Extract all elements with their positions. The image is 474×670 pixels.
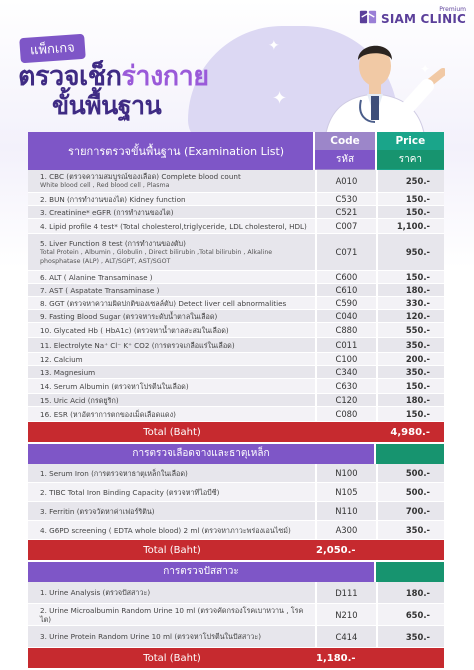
table-row	[28, 407, 444, 422]
doctor-illustration	[305, 26, 445, 138]
exam-title: 1. Urine Analysis (ตรวจปัสสาวะ)	[40, 588, 151, 597]
exam-title: 6. ALT ( Alanine Transaminase )	[40, 272, 153, 282]
table-header-code	[313, 132, 374, 170]
table-row	[28, 170, 444, 193]
table-row	[28, 219, 444, 234]
total-value: 4,980.-	[390, 426, 430, 438]
exam-price: 150.-	[376, 193, 444, 205]
table-row	[28, 353, 444, 366]
exam-title: 11. Electrolyte Na⁺ Cl⁻ K⁺ CO2 (การตรวจเกลือแร่ในเลือด)	[40, 340, 235, 350]
table-header-price	[375, 132, 444, 170]
section-3-header	[28, 562, 444, 582]
exam-title: 5. Liver Function 8 test (การทำงานของตับ)	[40, 238, 186, 248]
exam-price: 150.-	[376, 206, 444, 218]
exam-name	[28, 234, 315, 270]
exam-name	[28, 206, 315, 218]
exam-title: 2. TIBC Total Iron Binding Capacity (ตรวจหาทีไอบีซี)	[40, 487, 220, 497]
exam-code: C040	[315, 310, 377, 322]
price-header-en: Price	[395, 135, 426, 147]
code-header-en: Code	[330, 135, 360, 147]
exam-name	[28, 604, 315, 625]
table-row	[28, 379, 444, 394]
exam-code: C120	[315, 394, 377, 406]
exam-title: 1. CBC (ตรวจความสมบูรณ์ของเลือด) Complete blood count	[40, 172, 241, 181]
exam-name	[28, 271, 315, 283]
exam-name	[28, 464, 315, 482]
exam-code: C530	[315, 193, 377, 205]
exam-price: 150.-	[376, 407, 444, 421]
table-row	[28, 394, 444, 407]
table-row	[28, 626, 444, 648]
exam-code: C100	[315, 353, 377, 365]
section-3-rows	[28, 582, 444, 648]
title-part-1: ตรวจเช็ก	[18, 61, 122, 92]
section-1-total	[28, 422, 444, 442]
exam-price: 950.-	[376, 234, 444, 270]
exam-code: C880	[315, 323, 377, 337]
table-row	[28, 338, 444, 353]
section-2-title: การตรวจเลือดจางและธาตุเหล็ก	[28, 444, 376, 464]
exam-price: 650.-	[376, 604, 444, 625]
exam-title: 9. Fasting Blood Sugar (ตรวจหาระดับน้ำตาลในเลือด)	[40, 311, 218, 321]
exam-code: N105	[315, 483, 377, 501]
table-row	[28, 193, 444, 206]
exam-title: 10. Glycated Hb ( HbA1c) (ตรวจหาน้ำตาลสะสมในเลือด)	[40, 325, 229, 335]
sparkle-icon: ✦	[420, 62, 431, 76]
exam-name	[28, 284, 315, 296]
table-row	[28, 206, 444, 219]
exam-name	[28, 366, 315, 378]
table-header-list	[28, 132, 313, 170]
section-2-total	[28, 540, 444, 560]
exam-code: C340	[315, 366, 377, 378]
exam-title: 12. Calcium	[40, 354, 83, 364]
exam-title: 16. ESR (หาอัตราการตกของเม็ดเลือดแดง)	[40, 409, 176, 419]
exam-price: 550.-	[376, 323, 444, 337]
exam-name	[28, 353, 315, 365]
table-row	[28, 464, 444, 483]
exam-name	[28, 297, 315, 309]
exam-name	[28, 502, 315, 520]
exam-title: 7. AST ( Aspatate Transaminase )	[40, 285, 160, 295]
table-row	[28, 234, 444, 271]
exam-title: 3. Creatinine* eGFR (การทำงานของไต)	[40, 207, 174, 217]
table-row	[28, 297, 444, 310]
exam-price-table	[28, 132, 444, 668]
section-3-title: การตรวจปัสสาวะ	[28, 562, 376, 582]
table-row	[28, 284, 444, 297]
section-2-header	[28, 444, 444, 464]
exam-name	[28, 338, 315, 352]
exam-title: 1. Serum Iron (การตรวจหาธาตุเหล็กในเลือด)	[40, 468, 188, 478]
exam-name	[28, 170, 315, 192]
sparkle-icon: ✦	[268, 38, 280, 54]
exam-code: C600	[315, 271, 377, 283]
exam-name	[28, 219, 315, 233]
brand-logo	[359, 6, 466, 26]
section-3-total	[28, 648, 444, 668]
exam-name	[28, 379, 315, 393]
exam-code: A010	[315, 170, 377, 192]
exam-price: 330.-	[376, 297, 444, 309]
exam-name	[28, 193, 315, 205]
exam-name	[28, 323, 315, 337]
exam-code: C610	[315, 284, 377, 296]
exam-code: C080	[315, 407, 377, 421]
exam-name	[28, 483, 315, 501]
exam-price: 180.-	[376, 284, 444, 296]
table-row	[28, 271, 444, 284]
exam-code: A300	[315, 521, 377, 539]
brand-subtitle: Premium	[439, 6, 466, 13]
exam-name	[28, 407, 315, 421]
exam-title: 2. Urine Microalbumin Random Urine 10 ml (ตรวจคัดกรองโรคเบาหวาน , โรคไต)	[40, 605, 304, 624]
exam-code: C071	[315, 234, 377, 270]
table-row	[28, 323, 444, 338]
total-label: Total (Baht)	[143, 426, 201, 438]
exam-price: 350.-	[376, 521, 444, 539]
brand-name: SIAM CLINIC	[381, 12, 466, 26]
exam-price: 150.-	[376, 379, 444, 393]
exam-code: D111	[315, 582, 377, 603]
package-label: แพ็กเกจ	[19, 34, 85, 63]
exam-name	[28, 310, 315, 322]
exam-code: C521	[315, 206, 377, 218]
exam-price: 500.-	[376, 464, 444, 482]
table-row	[28, 521, 444, 540]
exam-title: 2. BUN (การทำงานของไต) Kidney function	[40, 194, 186, 204]
exam-code: C590	[315, 297, 377, 309]
sparkle-icon: ✦	[272, 88, 288, 109]
exam-price: 700.-	[376, 502, 444, 520]
table-row	[28, 483, 444, 502]
exam-code: C414	[315, 626, 377, 647]
code-header-th: รหัส	[315, 150, 374, 169]
exam-detail: White blood cell , Red blood cell , Plasma	[40, 182, 170, 189]
exam-price: 1,100.-	[376, 219, 444, 233]
exam-title: 14. Serum Albumin (ตรวจหาโปรตีนในเลือด)	[40, 381, 189, 391]
table-row	[28, 366, 444, 379]
exam-price: 120.-	[376, 310, 444, 322]
exam-title: 4. Lipid profile 4 test* (Total cholesterol,triglyceride, LDL cholesterol, HDL)	[40, 221, 307, 231]
total-label: Total (Baht)	[143, 544, 201, 556]
exam-price: 250.-	[376, 170, 444, 192]
table-row	[28, 604, 444, 626]
table-row	[28, 310, 444, 323]
table-row	[28, 502, 444, 521]
exam-title: 3. Urine Protein Random Urine 10 ml (ตรวจหาโปรตีนในปัสสาวะ)	[40, 632, 262, 641]
exam-name	[28, 394, 315, 406]
exam-price: 180.-	[376, 582, 444, 603]
clinic-logo-icon	[359, 8, 377, 26]
exam-detail: Total Protein , Albumin , Globulin , Direct bilirubin ,Total bilirubin , Alkaline phosphatase (ALP) , ALT/SGPT, AST/SGOT	[40, 248, 273, 265]
exam-code: C011	[315, 338, 377, 352]
exam-code: N210	[315, 604, 377, 625]
exam-name	[28, 582, 315, 603]
exam-price: 150.-	[376, 271, 444, 283]
exam-name	[28, 521, 315, 539]
total-label: Total (Baht)	[143, 652, 201, 664]
exam-price: 350.-	[376, 338, 444, 352]
exam-title: 4. G6PD screening ( EDTA whole blood) 2 ml (ตรวจหาภาวะพร่องเอนไซม์)	[40, 525, 291, 535]
table-row	[28, 582, 444, 604]
exam-price: 350.-	[376, 626, 444, 647]
exam-code: N100	[315, 464, 377, 482]
exam-title: 3. Ferritin (ตรวจวัดหาค่าเฟอร์ริติน)	[40, 506, 155, 516]
exam-code: C007	[315, 219, 377, 233]
exam-title: 13. Magnesium	[40, 367, 96, 377]
table-header	[28, 132, 444, 170]
exam-title: 15. Uric Acid (กรดยูริก)	[40, 395, 119, 405]
page-subtitle: ขั้นพื้นฐาน	[52, 91, 162, 120]
total-value: 1,180.-	[316, 652, 356, 664]
total-value: 2,050.-	[316, 544, 356, 556]
exam-price: 500.-	[376, 483, 444, 501]
exam-price: 350.-	[376, 366, 444, 378]
title-part-2: ร่างกาย	[121, 61, 209, 92]
exam-code: N110	[315, 502, 377, 520]
exam-code: C630	[315, 379, 377, 393]
section-2-rows	[28, 464, 444, 540]
price-header-th: ราคา	[377, 150, 444, 169]
exam-name	[28, 626, 315, 647]
section-1-rows	[28, 170, 444, 422]
exam-title: 8. GGT (ตรวจหาความผิดปกติของเซลล์ตับ) Detect liver cell abnormalities	[40, 298, 287, 308]
exam-price: 180.-	[376, 394, 444, 406]
list-title: รายการตรวจขั้นพื้นฐาน (Examination List)	[68, 145, 285, 158]
exam-price: 200.-	[376, 353, 444, 365]
